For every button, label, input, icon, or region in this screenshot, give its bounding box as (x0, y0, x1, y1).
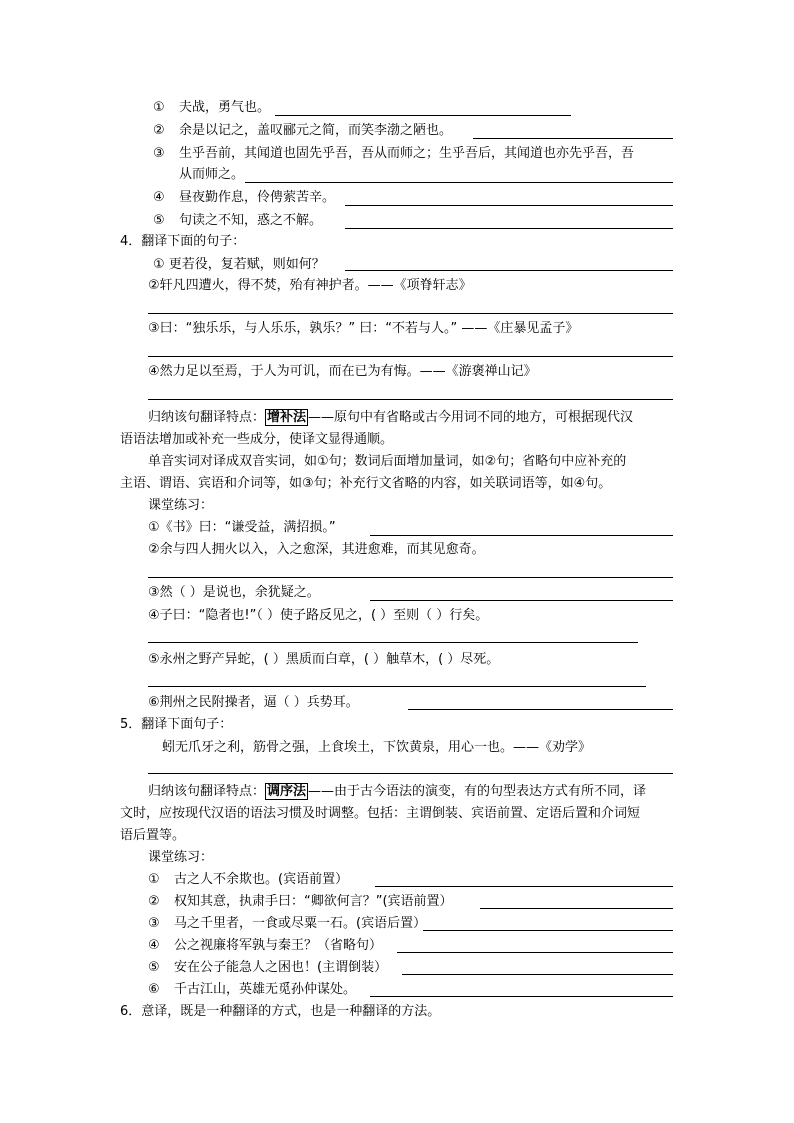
q5-practice-5: ⑤ 安在公子能急人之困也！(主谓倒装） (148, 960, 388, 975)
q4-summary: 归纳该句翻译特点： 增补法 ——原句中有省略或古今用词不同的地方，可根据现代汉 (148, 410, 634, 425)
item-1-5: ⑤ 句读之不知，惑之不解。 (153, 213, 323, 228)
answer-line (148, 773, 673, 774)
q4-practice-2: ②余与四人拥火以入，入之愈深，其进愈难，而其见愈奇。 (148, 542, 485, 557)
q4-practice-1: ①《书》曰：“谦受益，满招损。” (148, 520, 336, 535)
q5-summary-cont: 文时，应按现代汉语的语法习惯及时调整。包括：主谓倒装、宾语前置、定语后置和介词短 (120, 806, 641, 821)
item-1-4: ④ 昼夜勤作息，伶俜萦苦辛。 (153, 190, 336, 205)
q4-practice-label: 课堂练习： (148, 498, 214, 513)
q5-sentence: 蚓无爪牙之利，筋骨之强，上食埃土，下饮黄泉，用心一也。——《劝学》 (162, 740, 592, 755)
q5-heading: 5．翻译下面句子： (120, 717, 233, 732)
item-1-1: ① 夫战，勇气也。 (153, 100, 271, 115)
answer-line (370, 600, 673, 601)
answer-line (148, 642, 638, 643)
method-term-box: 增补法 (267, 410, 307, 425)
answer-line (148, 356, 673, 357)
answer-line (148, 686, 646, 687)
q4-item-4: ④然力足以至焉，于人为可讥，而在已为有悔。——《游褒禅山记》 (148, 364, 537, 379)
q5-summary: 归纳该句翻译特点： 调序法 ——由于古今语法的演变，有的句型表达方式有所不同，译 (148, 784, 647, 799)
answer-line (275, 115, 571, 116)
answer-line (245, 182, 673, 183)
item-1-2: ② 余是以记之，盖叹郦元之简，而笑李渤之陋也。 (153, 123, 453, 138)
q5-summary-cont2: 语后置等。 (120, 828, 186, 843)
q4-practice-3: ③然（ ）是说也，余犹疑之。 (148, 585, 320, 600)
q5-practice-4: ④ 公之视廉将军孰与秦王？（省略句） (148, 938, 383, 953)
answer-line (423, 930, 673, 931)
q4-practice-5: ⑤永州之野产异蛇，( ）黑质而白章，( ）触草木，( ）尽死。 (148, 652, 500, 667)
answer-line (345, 228, 673, 229)
q4-detail: 单音实词对译成双音实词，如①句；数词后面增加量词，如②句；省略句中应补充的 (148, 454, 627, 469)
answer-line (370, 535, 673, 536)
answer-line (397, 952, 673, 953)
q5-practice-6: ⑥ 千古江山，英雄无觅孙仲谋处。 (148, 982, 357, 997)
q5-practice-1: ① 古之人不余欺也。(宾语前置） (148, 872, 349, 887)
q5-practice-3: ③ 马之千里者，一食或尽粟一石。(宾语后置） (148, 916, 427, 931)
q4-detail-cont: 主语、谓语、宾语和介词等，如③句；补充行文省略的内容，如关联词语等，如④句。 (120, 476, 612, 491)
q4-item-1: ① 更若役，复若赋，则如何？ (153, 257, 325, 272)
q4-item-3: ③曰：“独乐乐，与人乐乐，孰乐？” 曰：“不若与人。” ——《庄暴见孟子》 (148, 321, 579, 336)
method-term-box: 调序法 (267, 784, 307, 799)
answer-line (473, 138, 673, 139)
q4-summary-cont: 语语法增加或补充一些成分，使译文显得通顺。 (120, 432, 394, 447)
answer-line (375, 886, 673, 887)
q4-item-2: ②轩凡四遭火，得不焚，殆有神护者。——《项脊轩志》 (148, 278, 472, 293)
answer-line (345, 205, 673, 206)
answer-line (148, 577, 673, 578)
item-1-3: ③ 生乎吾前，其闻道也固先乎吾，吾从而师之；生乎吾后，其闻道也亦先乎吾，吾 (153, 146, 635, 161)
answer-line (148, 399, 673, 400)
answer-line (408, 709, 673, 710)
q4-practice-6: ⑥荆州之民附操者，逼（ ）兵势耳。 (148, 695, 359, 710)
q5-practice-2: ② 权知其意，执肃手曰：“卿欲何言？”(宾语前置） (148, 894, 453, 909)
q6-heading: 6．意译，既是一种翻译的方式，也是一种翻译的方法。 (120, 1004, 441, 1019)
q5-practice-label: 课堂练习： (148, 850, 214, 865)
answer-line (370, 996, 673, 997)
q4-heading: 4．翻译下面的句子： (120, 234, 246, 249)
item-1-3-cont: 从而师之。 (179, 167, 245, 182)
answer-line (345, 270, 673, 271)
answer-line (480, 908, 673, 909)
answer-line (402, 974, 673, 975)
q4-practice-4: ④子曰：“隐者也!”（ ）使子路反见之，( ）至则（ ）行矣。 (148, 608, 489, 623)
answer-line (148, 313, 673, 314)
